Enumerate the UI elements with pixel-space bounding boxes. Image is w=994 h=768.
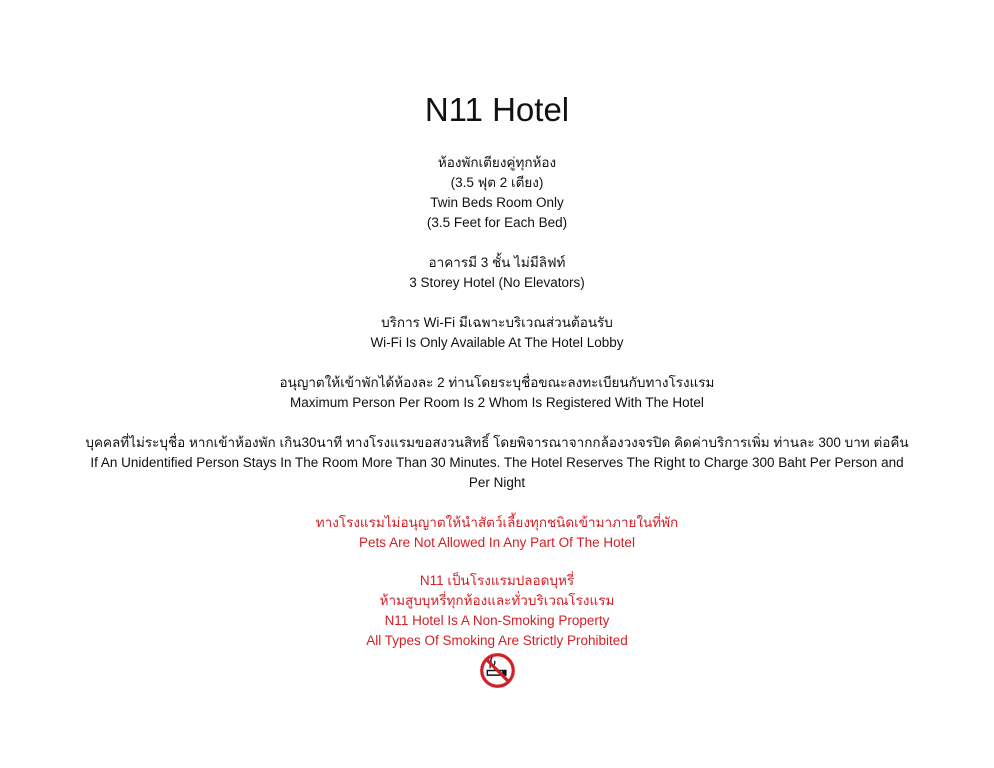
room-info-english-line1: Twin Beds Room Only — [430, 195, 564, 210]
smoking-policy-english-line1: N11 Hotel Is A Non-Smoking Property — [384, 613, 610, 628]
building-info-thai: อาคารมี 3 ชั้น ไม่มีลิฟท์ — [428, 255, 566, 270]
pet-policy-english: Pets Are Not Allowed In Any Part Of The Hotel — [359, 535, 635, 550]
smoking-policy-english-line2: All Types Of Smoking Are Strictly Prohibited — [366, 633, 628, 648]
room-info-thai-line1: ห้องพักเตียงคู่ทุกห้อง — [437, 155, 557, 170]
wifi-info-thai: บริการ Wi-Fi มีเฉพาะบริเวณส่วนต้อนรับ — [381, 315, 613, 330]
visitor-policy-english: If An Unidentified Person Stays In The Room More Than 30 Minutes. The Hotel Reserves The Right to Charge 300 Baht Per Person and Per Night — [90, 455, 904, 490]
room-info-thai-line2: (3.5 ฟุต 2 เตียง) — [450, 175, 544, 190]
occupancy-info-english: Maximum Person Per Room Is 2 Whom Is Registered With The Hotel — [290, 395, 704, 410]
visitor-policy-thai: บุคคลที่ไม่ระบุชื่อ หากเข้าห้องพัก เกิน30นาที ทางโรงแรมขอสงวนสิทธิ์ โดยพิจารณาจากกล้องวงจรปิด คิดค่าบริการเพิ่ม ท่านละ 300 บาท ต่อคืน — [85, 435, 909, 450]
pet-policy-thai: ทางโรงแรมไม่อนุญาตให้นำสัตว์เลี้ยงทุกชนิดเข้ามาภายในที่พัก — [315, 515, 679, 530]
smoking-policy-thai-line1: N11 เป็นโรงแรมปลอดบุหรี่ — [419, 573, 575, 588]
smoking-policy-thai-line2: ห้ามสูบบุหรี่ทุกห้องและทั่วบริเวณโรงแรม — [379, 593, 615, 608]
occupancy-info-thai: อนุญาตให้เข้าพักได้ห้องละ 2 ท่านโดยระบุชื่อขณะลงทะเบียนกับทางโรงแรม — [279, 375, 715, 390]
page-title: N11 Hotel — [424, 91, 570, 128]
no-smoking-icon — [479, 652, 516, 689]
building-info-english: 3 Storey Hotel (No Elevators) — [409, 275, 585, 290]
wifi-info-english: Wi-Fi Is Only Available At The Hotel Lobby — [370, 335, 624, 350]
room-info-english-line2: (3.5 Feet for Each Bed) — [426, 215, 568, 230]
